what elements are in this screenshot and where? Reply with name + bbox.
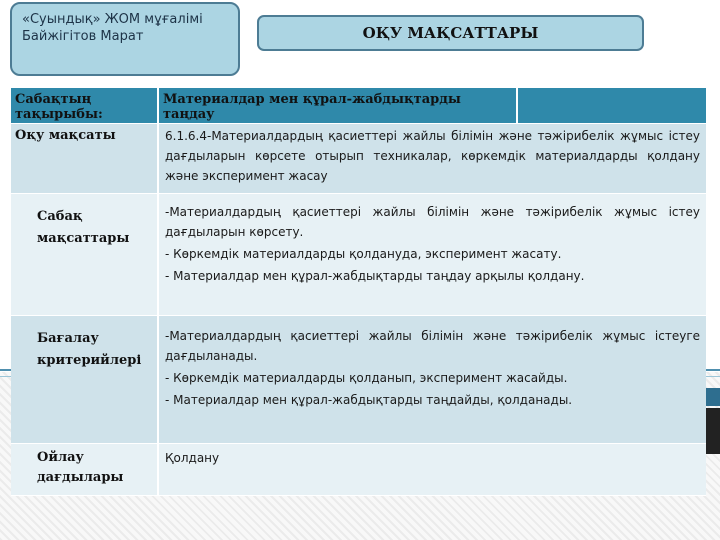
slide-title-text: ОҚУ МАҚСАТТАРЫ (362, 24, 539, 42)
assessment-criteria-label: Бағалау критерийлері (37, 331, 142, 368)
row-value-cell (159, 444, 706, 495)
row-label-cell (11, 194, 157, 315)
lesson-goal-item: - Материалдар мен құрал-жабдықтарды таңдау арқылы қолдану. (165, 269, 585, 283)
table-row (11, 444, 706, 496)
table-row (11, 124, 706, 194)
decorative-block (706, 408, 720, 454)
assessment-criteria-item: - Материалдар мен құрал-жабдықтарды таңдайды, қолданады. (165, 393, 573, 407)
lesson-goal-item: - Көркемдік материалдарды қолдануда, эксперимент жасату. (165, 247, 562, 261)
author-school: «Суындық» ЖОМ мұғалімі (22, 12, 203, 27)
lesson-goals-label: Сабақ мақсаттары (37, 209, 130, 246)
assessment-criteria-item: -Материалдардың қасиеттері жайлы білімін және тәжірибелік жұмыс істеуге дағдыланады. (165, 329, 700, 363)
author-box (10, 2, 240, 76)
decorative-block (706, 388, 720, 406)
thinking-skills-label: Ойлау дағдылары (37, 450, 124, 485)
author-name: Байжігітов Марат (22, 29, 144, 44)
thinking-skills-text: Қолдану (165, 451, 220, 465)
learning-objective-label: Оқу мақсаты (15, 128, 116, 143)
table-row (11, 316, 706, 444)
row-value-cell (159, 316, 706, 443)
header-label-cell (11, 88, 157, 123)
table-row (11, 194, 706, 316)
table-header-row (11, 88, 706, 124)
header-value-cell (159, 88, 516, 123)
column-divider (516, 88, 518, 123)
lesson-topic-value: Материалдар мен құрал-жабдықтарды таңдау (163, 92, 461, 122)
lesson-topic-label: Сабақтың тақырыбы: (15, 92, 103, 122)
assessment-criteria-item: - Көркемдік материалдарды қолданып, эксперимент жасайды. (165, 371, 568, 385)
lesson-goal-item: -Материалдардың қасиеттері жайлы білімін және тәжірибелік жұмыс істеу дағдыларын көрсету. (165, 205, 700, 239)
row-label-cell (11, 316, 157, 443)
row-value-cell (159, 194, 706, 315)
learning-objective-text: 6.1.6.4-Материалдардың қасиеттері жайлы білімін және тәжірибелік жұмыс істеу дағдыларын көрсете отырып техникалар, көркемдік материалдарды қолдану және эксперимент жасау (165, 129, 700, 183)
slide-title (257, 15, 644, 51)
row-value-cell (159, 124, 706, 193)
row-label-cell (11, 444, 157, 495)
row-label-cell (11, 124, 157, 193)
